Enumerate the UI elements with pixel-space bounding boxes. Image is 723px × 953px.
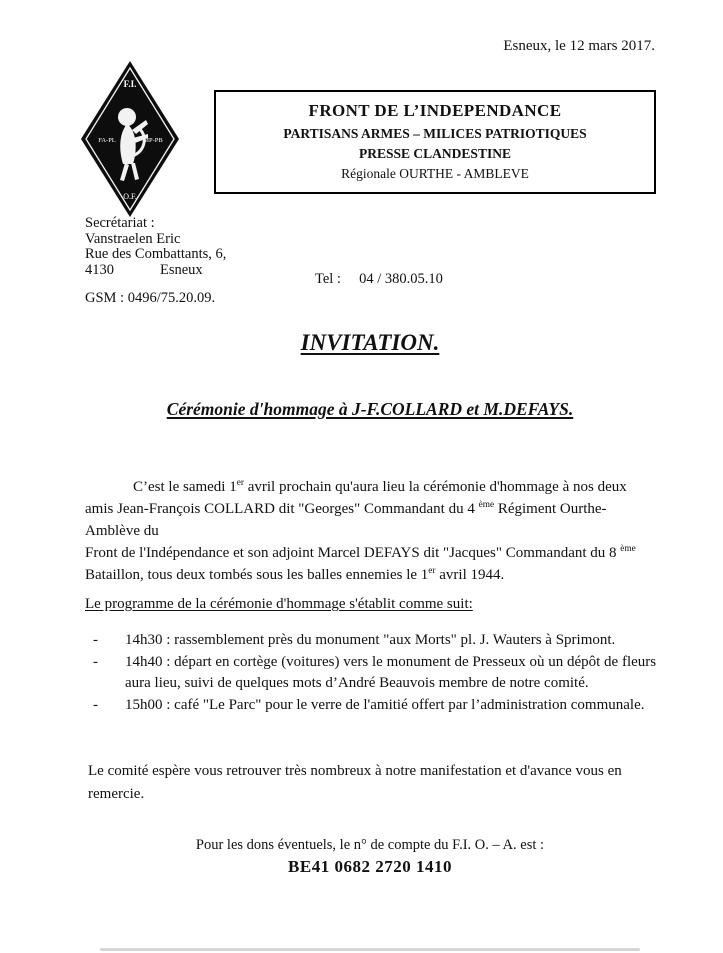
lion-diamond-icon [80, 60, 180, 218]
programme-list [85, 630, 660, 716]
body-text: Bataillon, tous deux tombés sous les balles ennemies le 1 [85, 567, 429, 583]
invitation-title: INVITATION. [300, 330, 440, 355]
date-line: Esneux, le 12 mars 2017. [503, 38, 655, 54]
secretariat-address-block [85, 216, 226, 307]
logo-top-text: F.I. [123, 79, 137, 89]
superscript: ème [478, 500, 495, 510]
logo-left-text: FA-PL [98, 137, 116, 144]
logo-bottom-text: O.F. [123, 192, 137, 201]
programme-item-2: 14h40 : départ en cortège (voitures) vers le monument de Presseux où un dépôt de fleurs aura lieu, suivi de quelques mots d’André Beauvois membre de notre comité. [125, 653, 657, 691]
telephone-line: Tel : 04 / 380.05.10 [315, 271, 443, 287]
org-subtitle-1: PARTISANS ARMES – MILICES PATRIOTIQUES [283, 126, 587, 141]
list-item [85, 695, 660, 717]
secretariat-postal-city [85, 263, 226, 279]
superscript: ème [620, 544, 636, 554]
org-subtitle-2: PRESSE CLANDESTINE [359, 146, 511, 161]
ceremony-subtitle: Cérémonie d'hommage à J-F.COLLARD et M.DEFAYS. [166, 399, 574, 419]
scan-artifact [100, 948, 640, 951]
org-name: FRONT DE L’INDEPENDANCE [308, 101, 562, 120]
postal-code: 4130 [85, 261, 114, 278]
fi-diamond-logo [80, 60, 180, 218]
list-dash: - [93, 632, 98, 648]
superscript: er [236, 478, 244, 488]
programme-item-1: 14h30 : rassemblement près du monument "aux Morts" pl. J. Wauters à Sprimont. [125, 632, 616, 648]
body-text: Régiment Ourthe-Amblève du [85, 501, 607, 539]
secretariat-label: Secrétariat : [85, 215, 155, 231]
superscript: er [428, 566, 436, 576]
list-dash: - [93, 653, 98, 670]
body-text: C’est le samedi 1 [133, 479, 237, 495]
list-item [85, 630, 660, 652]
invitation-title-wrap [85, 330, 655, 356]
programme-item-3: 15h00 : café "Le Parc" pour le verre de l'amitié offert par l’administration communale. [125, 696, 645, 713]
list-item [85, 652, 660, 695]
donation-line: Pour les dons éventuels, le n° de compte du F.I. O. – A. est : [195, 837, 545, 853]
closing-paragraph: Le comité espère vous retrouver très nombreux à notre manifestation et d'avance vous en remercie. [88, 763, 622, 802]
logo-right-text: MP-PB [143, 137, 163, 144]
programme-heading: Le programme de la cérémonie d'hommage s'établit comme suit: [85, 596, 473, 612]
organization-header-box [214, 90, 656, 194]
body-text: avril prochain qu'aura lieu la cérémonie d'hommage à nos deux amis Jean-François COLLARD dit "Georges" Commandant du 4 [85, 479, 627, 517]
list-dash: - [93, 696, 98, 713]
secretariat-street: Rue des Combattants, 6, [85, 246, 227, 262]
ceremony-subtitle-wrap [85, 399, 655, 420]
body-paragraph [85, 476, 657, 586]
gsm-number: GSM : 0496/75.20.09. [85, 290, 216, 306]
city: Esneux [160, 261, 203, 278]
secretariat-name: Vanstraelen Eric [85, 230, 181, 247]
body-text: avril 1944. [435, 567, 505, 583]
bank-account-number: BE41 0682 2720 1410 [288, 857, 452, 876]
body-text: Front de l'Indépendance et son adjoint Marcel DEFAYS dit "Jacques" Commandant du 8 [85, 545, 621, 561]
org-region: Régionale OURTHE - AMBLEVE [341, 166, 529, 181]
